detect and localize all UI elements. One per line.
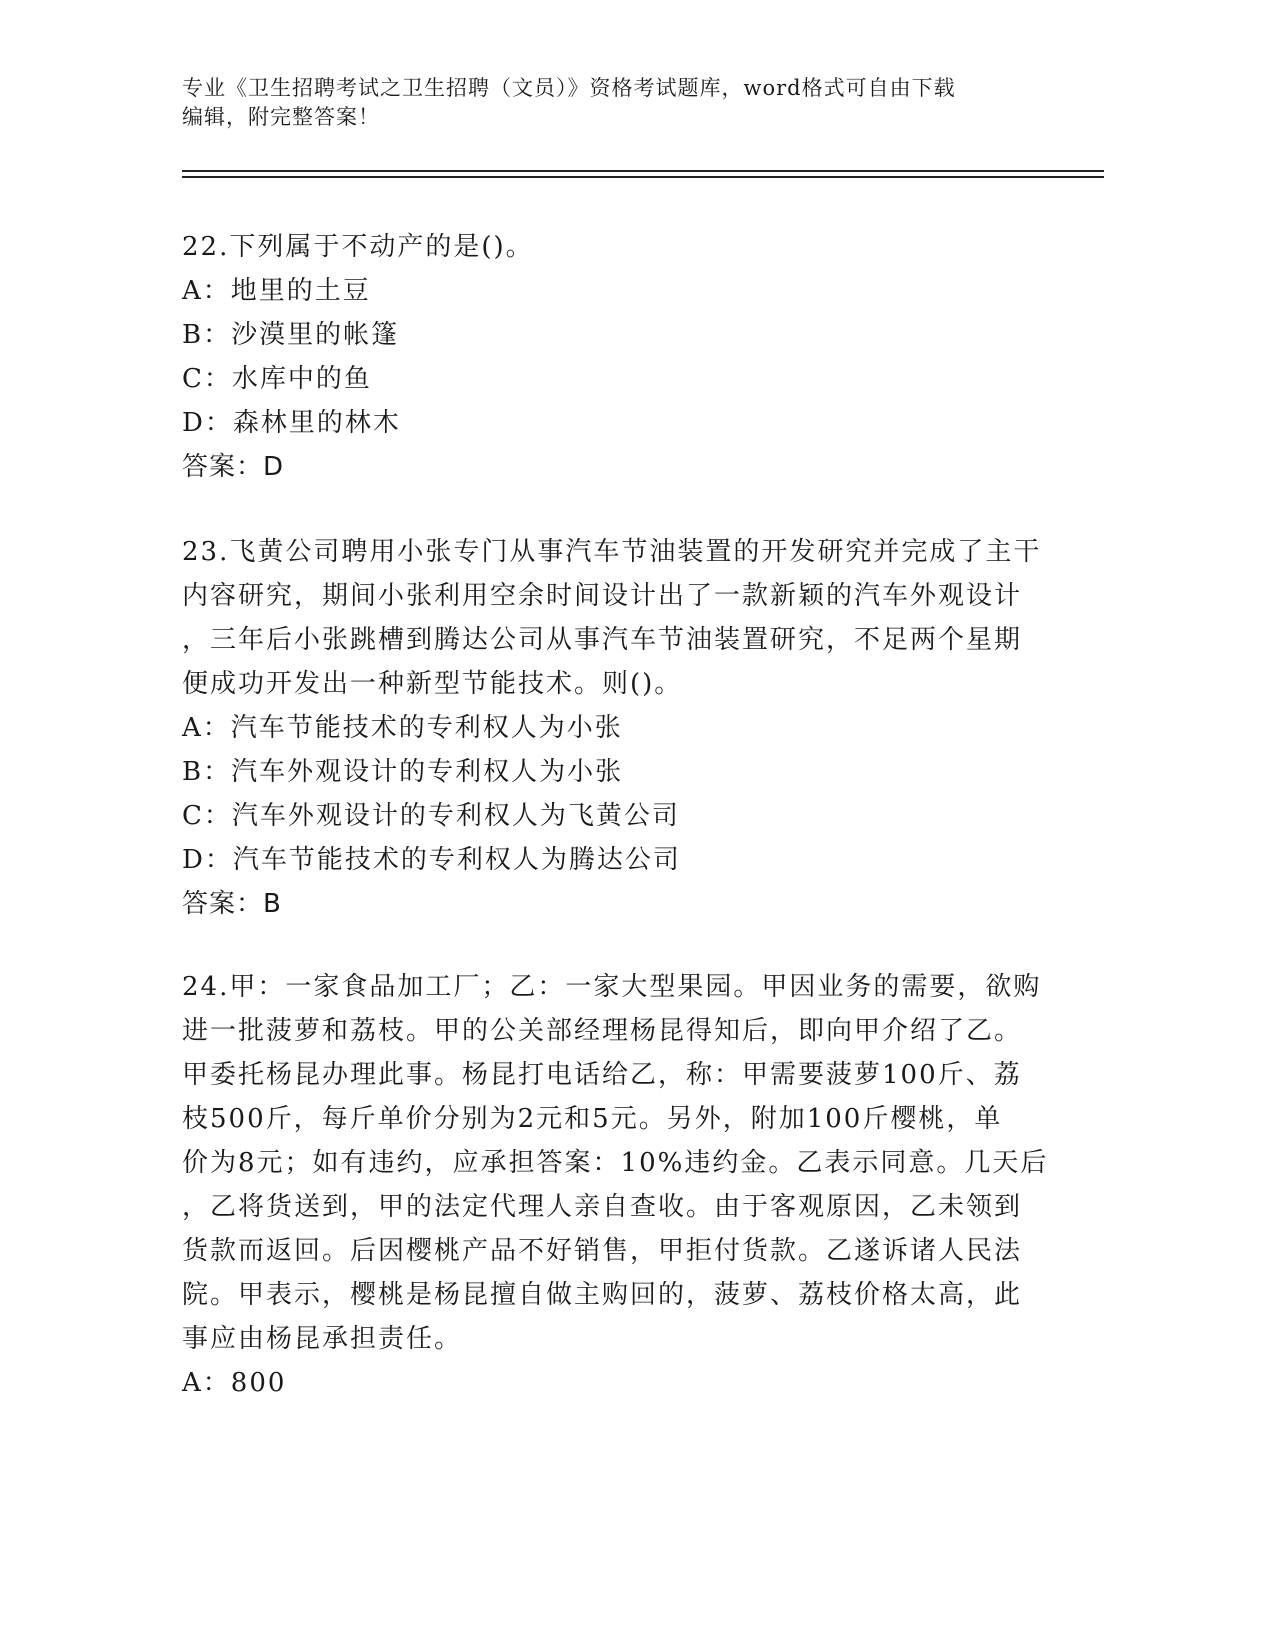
question-stem-line: 24.甲：一家食品加工厂；乙：一家大型果园。甲因业务的需要，欲购 — [182, 972, 1042, 1002]
document-header — [182, 74, 1062, 132]
option-c: C：汽车外观设计的专利权人为飞黄公司 — [182, 801, 680, 831]
header-divider-bottom — [182, 176, 1104, 178]
question-stem-line: 事应由杨昆承担责任。 — [182, 1324, 463, 1354]
option-a: A：汽车节能技术的专利权人为小张 — [182, 713, 623, 743]
question-stem-line: 院。甲表示，樱桃是杨昆擅自做主购回的，菠萝、荔枝价格太高，此 — [182, 1280, 1023, 1310]
option-c: C：水库中的鱼 — [182, 364, 372, 394]
question-stem-line: 便成功开发出一种新型节能技术。则()。 — [182, 669, 683, 699]
question-stem-line: 枝500斤，每斤单价分别为2元和5元。另外，附加100斤樱桃，单 — [182, 1104, 1003, 1134]
header-line-2: 编辑，附完整答案！ — [182, 105, 380, 129]
option-a: A：800 — [182, 1368, 287, 1398]
option-b: B：汽车外观设计的专利权人为小张 — [182, 757, 624, 787]
question-stem-line: 内容研究，期间小张利用空余时间设计出了一款新颖的汽车外观设计 — [182, 581, 1023, 611]
question-stem-line: ，乙将货送到，甲的法定代理人亲自查收。由于客观原因，乙未领到 — [182, 1192, 1023, 1222]
answer-line: 答案：B — [182, 889, 282, 919]
header-divider-top — [182, 170, 1104, 172]
header-line-1: 专业《卫生招聘考试之卫生招聘（文员）》资格考试题库，word格式可自由下载 — [182, 76, 956, 100]
question-22 — [182, 225, 1062, 489]
question-stem-line: 进一批菠萝和荔枝。甲的公关部经理杨昆得知后，即向甲介绍了乙。 — [182, 1016, 1023, 1046]
question-stem-line: ，三年后小张跳槽到腾达公司从事汽车节油装置研究，不足两个星期 — [182, 625, 1023, 655]
question-stem-line: 货款而返回。后因樱桃产品不好销售，甲拒付货款。乙遂诉诸人民法 — [182, 1236, 1023, 1266]
question-23 — [182, 530, 1062, 926]
question-stem-line: 22.下列属于不动产的是()。 — [182, 232, 534, 262]
option-a: A：地里的土豆 — [182, 276, 371, 306]
question-stem-line: 23.飞黄公司聘用小张专门从事汽车节油装置的开发研究并完成了主干 — [182, 537, 1042, 567]
option-d: D：汽车节能技术的专利权人为腾达公司 — [182, 845, 681, 875]
question-stem-line: 价为8元；如有违约，应承担答案：10%违约金。乙表示同意。几天后 — [182, 1148, 1049, 1178]
question-stem-line: 甲委托杨昆办理此事。杨昆打电话给乙，称：甲需要菠萝100斤、荔 — [182, 1060, 1022, 1090]
question-24 — [182, 965, 1062, 1405]
option-b: B：沙漠里的帐篷 — [182, 320, 400, 350]
option-d: D：森林里的林木 — [182, 408, 401, 438]
answer-line: 答案：D — [182, 452, 285, 482]
